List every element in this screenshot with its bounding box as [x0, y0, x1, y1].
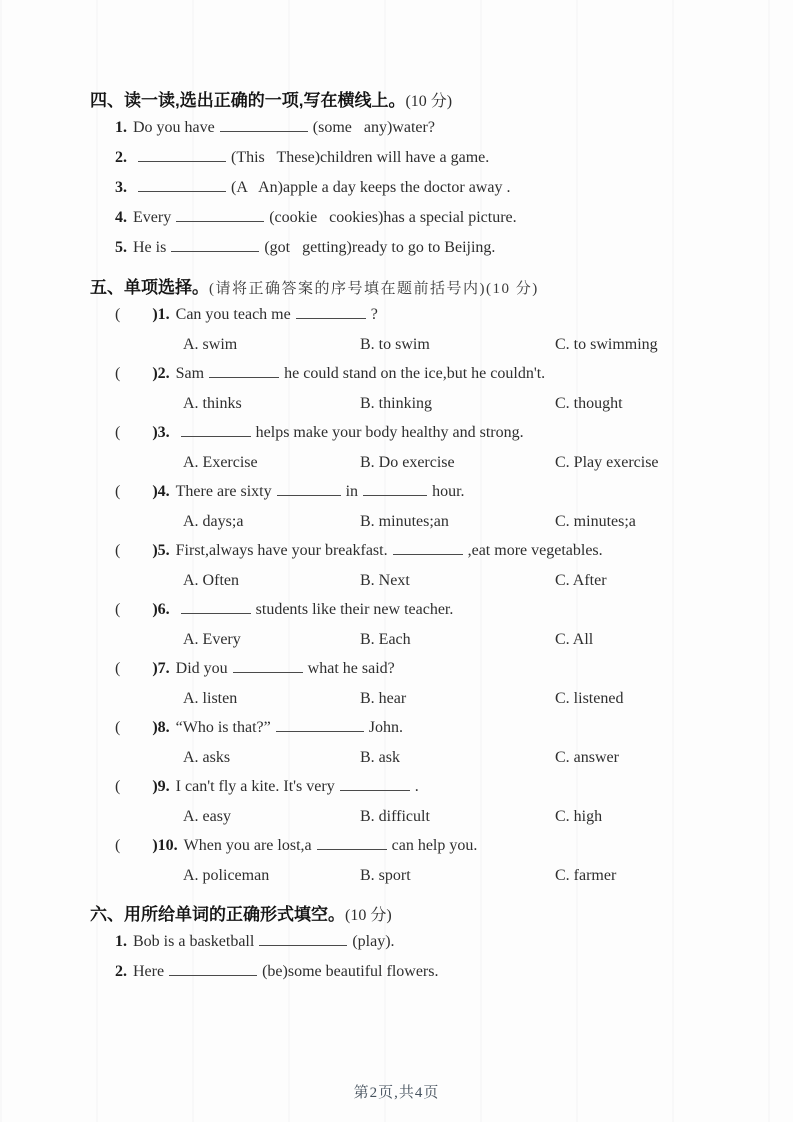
- option-a: A. easy: [183, 808, 231, 825]
- question-number: 1.: [115, 119, 127, 136]
- section-four-title: 四、读一读,选出正确的一项,写在横线上。: [90, 91, 406, 110]
- option-a: A. policeman: [183, 867, 270, 884]
- mc-options-2: [183, 389, 733, 418]
- question-pre-text: Did you: [175, 660, 228, 677]
- option-b: B. ask: [360, 749, 400, 766]
- blank-line: [363, 481, 427, 496]
- question-post-text: students like their new teacher.: [255, 601, 454, 618]
- option-c: C. minutes;a: [555, 513, 636, 530]
- option-b: B. to swim: [360, 336, 430, 353]
- option-a: A. Every: [183, 631, 241, 648]
- question-post-text: he could stand on the ice,but he couldn't.: [284, 365, 546, 382]
- blank-line: [259, 931, 347, 946]
- question-pre-text: Here: [133, 963, 165, 980]
- option-a: A. Often: [183, 572, 239, 589]
- question-number: 2.: [115, 149, 127, 166]
- option-b: B. sport: [360, 867, 411, 884]
- blank-line: [277, 481, 341, 496]
- page-footer: [0, 1081, 793, 1102]
- question-post-text: (This These)children will have a game.: [231, 149, 490, 166]
- question-pre-text: There are sixty: [175, 483, 272, 500]
- mc-question-5: [115, 536, 733, 566]
- fill-question-1: [115, 113, 733, 143]
- question-mid-text: in: [345, 483, 359, 500]
- blank-line: [171, 237, 259, 252]
- section-six-header: [90, 904, 733, 927]
- question-pre-text: He is: [133, 239, 167, 256]
- question-number: )1.: [152, 306, 170, 323]
- option-b: B. Each: [360, 631, 411, 648]
- answer-bracket: (: [115, 778, 121, 795]
- mc-options-8: [183, 743, 733, 772]
- question-post-text: (A An)apple a day keeps the doctor away .: [231, 179, 511, 196]
- blank-line: [340, 776, 410, 791]
- option-c: C. farmer: [555, 867, 617, 884]
- question-number: )3.: [152, 424, 170, 441]
- question-number: 1.: [115, 933, 127, 950]
- mc-question-10: [115, 831, 733, 861]
- question-number: 4.: [115, 209, 127, 226]
- option-a: A. swim: [183, 336, 238, 353]
- option-b: B. hear: [360, 690, 407, 707]
- question-number: )2.: [152, 365, 170, 382]
- question-post-text: (cookie cookies)has a special picture.: [269, 209, 517, 226]
- question-post-text: John.: [368, 719, 403, 736]
- blank-line: [276, 717, 364, 732]
- wordform-question-1: [115, 927, 733, 957]
- question-post-text: ?: [370, 306, 378, 323]
- mc-question-1: [115, 300, 733, 330]
- question-pre-text: Bob is a basketball: [133, 933, 255, 950]
- question-post-text: hour.: [432, 483, 465, 500]
- question-number: )5.: [152, 542, 170, 559]
- fill-question-2: [115, 143, 733, 173]
- mc-options-1: [183, 330, 733, 359]
- blank-line: [209, 363, 279, 378]
- mc-question-6: [115, 595, 733, 625]
- question-number: 2.: [115, 963, 127, 980]
- option-c: C. listened: [555, 690, 624, 707]
- answer-bracket: (: [115, 483, 121, 500]
- mc-options-6: [183, 625, 733, 654]
- mc-question-3: [115, 418, 733, 448]
- option-a: A. Exercise: [183, 454, 258, 471]
- option-c: C. answer: [555, 749, 619, 766]
- mc-options-3: [183, 448, 733, 477]
- mc-question-4: [115, 477, 733, 507]
- answer-bracket: (: [115, 424, 121, 441]
- blank-line: [138, 147, 226, 162]
- option-c: C. to swimming: [555, 336, 658, 353]
- question-pre-text: Sam: [175, 365, 205, 382]
- fill-question-3: [115, 173, 733, 203]
- question-pre-text: First,always have your breakfast.: [175, 542, 388, 559]
- wordform-question-2: [115, 957, 733, 987]
- section-six-title: 六、用所给单词的正确形式填空。: [90, 905, 345, 924]
- option-c: C. All: [555, 631, 594, 648]
- page-indicator: 第2页,共4页: [353, 1085, 440, 1101]
- question-pre-text: “Who is that?”: [175, 719, 271, 736]
- question-number: )10.: [152, 837, 178, 854]
- question-post-text: (be)some beautiful flowers.: [262, 963, 439, 980]
- option-c: C. thought: [555, 395, 623, 412]
- question-number: )6.: [152, 601, 170, 618]
- option-a: A. days;a: [183, 513, 244, 530]
- section-four-points: (10 分): [405, 93, 453, 110]
- question-number: )7.: [152, 660, 170, 677]
- question-pre-text: I can't fly a kite. It's very: [175, 778, 335, 795]
- mc-question-9: [115, 772, 733, 802]
- question-post-text: (some any)water?: [312, 119, 435, 136]
- fill-question-4: [115, 203, 733, 233]
- option-c: C. After: [555, 572, 607, 589]
- section-five-title: 五、单项选择。: [90, 278, 209, 297]
- question-post-text: can help you.: [391, 837, 478, 854]
- blank-line: [220, 117, 308, 132]
- option-a: A. thinks: [183, 395, 242, 412]
- option-a: A. listen: [183, 690, 238, 707]
- question-number: 5.: [115, 239, 127, 256]
- section-four-header: [90, 90, 733, 113]
- mc-options-10: [183, 861, 733, 890]
- blank-line: [317, 835, 387, 850]
- question-number: )9.: [152, 778, 170, 795]
- answer-bracket: (: [115, 719, 121, 736]
- blank-line: [181, 422, 251, 437]
- blank-line: [233, 658, 303, 673]
- option-b: B. thinking: [360, 395, 433, 412]
- question-number: )8.: [152, 719, 170, 736]
- blank-line: [393, 540, 463, 555]
- section-five-header: [90, 277, 733, 300]
- blank-line: [176, 207, 264, 222]
- question-post-text: (got getting)ready to go to Beijing.: [264, 239, 496, 256]
- answer-bracket: (: [115, 306, 121, 323]
- question-post-text: .: [414, 778, 419, 795]
- fill-question-5: [115, 233, 733, 263]
- blank-line: [296, 304, 366, 319]
- mc-question-8: [115, 713, 733, 743]
- question-pre-text: When you are lost,a: [183, 837, 312, 854]
- option-b: B. difficult: [360, 808, 430, 825]
- mc-options-9: [183, 802, 733, 831]
- mc-question-2: [115, 359, 733, 389]
- question-pre-text: Do you have: [133, 119, 215, 136]
- option-c: C. Play exercise: [555, 454, 659, 471]
- section-six-points: (10 分): [345, 907, 392, 924]
- option-a: A. asks: [183, 749, 231, 766]
- option-b: B. minutes;an: [360, 513, 449, 530]
- mc-options-5: [183, 566, 733, 595]
- answer-bracket: (: [115, 542, 121, 559]
- question-post-text: ,eat more vegetables.: [467, 542, 603, 559]
- section-five-subtitle: (请将正确答案的序号填在题前括号内)(10 分): [209, 281, 539, 297]
- question-post-text: what he said?: [307, 660, 395, 677]
- question-number: 3.: [115, 179, 127, 196]
- option-c: C. high: [555, 808, 603, 825]
- question-number: )4.: [152, 483, 170, 500]
- question-post-text: helps make your body healthy and strong.: [255, 424, 524, 441]
- option-b: B. Next: [360, 572, 410, 589]
- blank-line: [181, 599, 251, 614]
- mc-options-7: [183, 684, 733, 713]
- answer-bracket: (: [115, 837, 121, 854]
- question-post-text: (play).: [352, 933, 395, 950]
- mc-question-7: [115, 654, 733, 684]
- answer-bracket: (: [115, 660, 121, 677]
- question-pre-text: Every: [133, 209, 172, 226]
- answer-bracket: (: [115, 365, 121, 382]
- blank-line: [169, 961, 257, 976]
- option-b: B. Do exercise: [360, 454, 455, 471]
- answer-bracket: (: [115, 601, 121, 618]
- blank-line: [138, 177, 226, 192]
- question-pre-text: Can you teach me: [175, 306, 291, 323]
- mc-options-4: [183, 507, 733, 536]
